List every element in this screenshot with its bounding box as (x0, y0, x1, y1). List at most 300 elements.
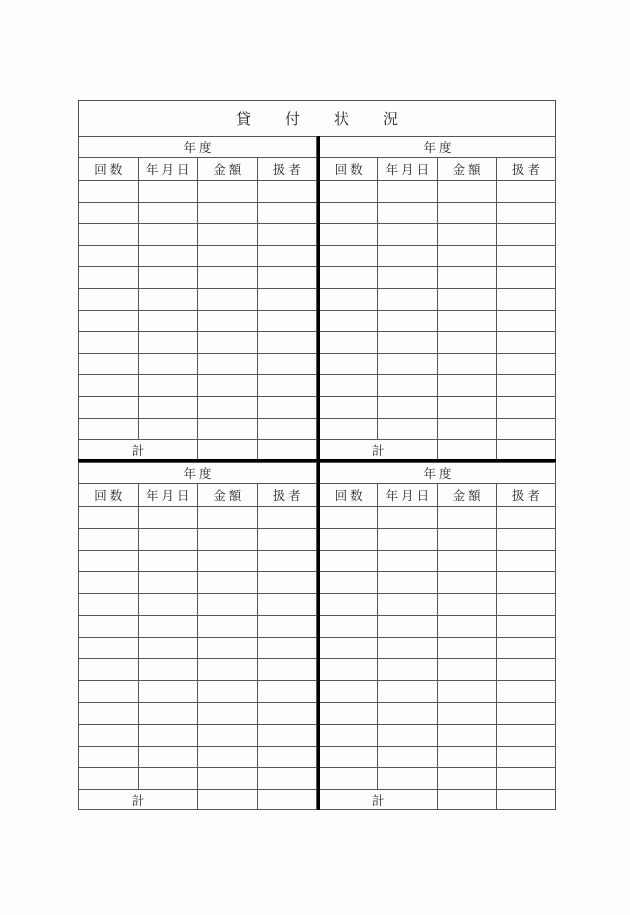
entry-cell (198, 245, 258, 267)
entry-cell (319, 724, 378, 746)
entry-cell (198, 332, 258, 354)
total-amount-cell (198, 440, 258, 461)
col-header-handler: 扱者 (257, 484, 317, 507)
entry-cell (198, 528, 258, 550)
entry-cell (496, 528, 555, 550)
column-header-row (79, 158, 317, 181)
entry-row (319, 637, 556, 659)
entry-cell (437, 615, 496, 637)
entry-cell (437, 181, 496, 203)
entry-row (79, 528, 317, 550)
entry-cell (319, 550, 378, 572)
year-header-cell: 年度 (319, 137, 556, 158)
entry-cell (437, 659, 496, 681)
entry-cell (138, 396, 198, 418)
entry-cell (257, 572, 317, 594)
entry-cell (378, 572, 437, 594)
entry-cell (496, 181, 555, 203)
entry-cell (257, 550, 317, 572)
entry-cell (198, 418, 258, 440)
entry-row (79, 245, 317, 267)
entry-cell (257, 724, 317, 746)
entry-cell (198, 224, 258, 246)
entry-cell (198, 375, 258, 397)
entry-cell (198, 768, 258, 790)
entry-cell (437, 724, 496, 746)
entry-row (79, 267, 317, 289)
entry-cell (437, 202, 496, 224)
entry-row (79, 681, 317, 703)
column-header-row (79, 484, 317, 507)
entry-row (79, 615, 317, 637)
entry-cell (378, 615, 437, 637)
entry-row (79, 746, 317, 768)
total-handler-cell (257, 790, 317, 810)
column-header-row (319, 484, 556, 507)
entry-row (79, 353, 317, 375)
entry-cell (378, 507, 437, 529)
entry-cell (257, 396, 317, 418)
entry-cell (257, 288, 317, 310)
year-row (319, 463, 556, 484)
entry-row (79, 659, 317, 681)
entry-cell (138, 572, 198, 594)
entry-cell (437, 353, 496, 375)
entry-cell (257, 310, 317, 332)
entry-cell (378, 528, 437, 550)
col-header-amount: 金額 (437, 158, 496, 181)
entry-cell (319, 572, 378, 594)
entry-cell (437, 332, 496, 354)
entry-row (319, 659, 556, 681)
entry-cell (496, 267, 555, 289)
entry-cell (496, 637, 555, 659)
col-header-amount: 金額 (198, 484, 258, 507)
entry-cell (319, 418, 378, 440)
entry-rows (79, 181, 317, 440)
column-header-row (319, 158, 556, 181)
entry-cell (79, 572, 139, 594)
entry-cell (378, 224, 437, 246)
entry-cell (496, 572, 555, 594)
entry-cell (138, 550, 198, 572)
entry-cell (319, 681, 378, 703)
entry-cell (79, 396, 139, 418)
entry-row (319, 224, 556, 246)
entry-row (319, 594, 556, 616)
entry-cell (138, 746, 198, 768)
col-header-count: 回数 (319, 484, 378, 507)
total-amount-cell (198, 790, 258, 810)
total-handler-cell (257, 440, 317, 461)
year-header-cell: 年度 (79, 137, 317, 158)
entry-cell (79, 659, 139, 681)
col-header-handler: 扱者 (496, 158, 555, 181)
year-row (79, 463, 317, 484)
entry-cell (79, 681, 139, 703)
loan-table-top-right (317, 136, 556, 462)
entry-cell (378, 332, 437, 354)
entry-rows (79, 507, 317, 790)
entry-rows (319, 507, 556, 790)
entry-row (319, 528, 556, 550)
entry-cell (257, 528, 317, 550)
total-amount-cell (437, 790, 496, 810)
entry-cell (437, 245, 496, 267)
entry-cell (257, 768, 317, 790)
entry-cell (496, 288, 555, 310)
entry-cell (319, 637, 378, 659)
entry-cell (79, 181, 139, 203)
entry-cell (138, 724, 198, 746)
entry-cell (257, 375, 317, 397)
form-title-row (78, 100, 556, 136)
entry-cell (319, 181, 378, 203)
entry-cell (378, 703, 437, 725)
entry-row (79, 768, 317, 790)
entry-cell (319, 528, 378, 550)
entry-row (319, 703, 556, 725)
section-bottom (78, 462, 556, 810)
entry-cell (378, 681, 437, 703)
entry-cell (257, 659, 317, 681)
entry-cell (79, 550, 139, 572)
entry-cell (198, 181, 258, 203)
entry-cell (378, 768, 437, 790)
entry-cell (319, 594, 378, 616)
entry-cell (437, 594, 496, 616)
entry-cell (319, 746, 378, 768)
entry-cell (496, 245, 555, 267)
entry-cell (437, 768, 496, 790)
entry-cell (437, 310, 496, 332)
form-title: 貸付状況 (235, 110, 432, 128)
entry-cell (138, 288, 198, 310)
entry-row (319, 202, 556, 224)
entry-cell (378, 746, 437, 768)
entry-cell (257, 332, 317, 354)
entry-cell (79, 202, 139, 224)
entry-cell (79, 637, 139, 659)
entry-cell (437, 507, 496, 529)
entry-cell (138, 310, 198, 332)
entry-cell (198, 396, 258, 418)
entry-cell (79, 507, 139, 529)
entry-cell (437, 375, 496, 397)
section-top (78, 136, 556, 462)
entry-cell (257, 181, 317, 203)
entry-cell (79, 768, 139, 790)
entry-cell (496, 768, 555, 790)
entry-cell (378, 181, 437, 203)
entry-cell (198, 594, 258, 616)
entry-cell (378, 267, 437, 289)
entry-row (319, 396, 556, 418)
entry-row (79, 332, 317, 354)
entry-cell (138, 353, 198, 375)
entry-cell (319, 659, 378, 681)
entry-cell (257, 418, 317, 440)
entry-cell (378, 245, 437, 267)
entry-cell (378, 659, 437, 681)
loan-table-top-left (78, 136, 317, 462)
entry-cell (79, 310, 139, 332)
year-row (319, 137, 556, 158)
entry-row (319, 332, 556, 354)
entry-cell (198, 507, 258, 529)
entry-row (79, 703, 317, 725)
total-label-cell: 計 (319, 790, 438, 810)
entry-cell (198, 724, 258, 746)
entry-cell (496, 224, 555, 246)
entry-row (319, 375, 556, 397)
total-row (79, 440, 317, 461)
entry-cell (257, 637, 317, 659)
entry-row (79, 181, 317, 203)
entry-row (79, 507, 317, 529)
entry-cell (378, 637, 437, 659)
col-header-amount: 金額 (198, 158, 258, 181)
entry-row (319, 681, 556, 703)
entry-cell (79, 375, 139, 397)
entry-cell (138, 332, 198, 354)
col-header-date: 年月日 (378, 484, 437, 507)
entry-cell (79, 594, 139, 616)
entry-cell (79, 267, 139, 289)
entry-rows (319, 181, 556, 440)
entry-cell (378, 550, 437, 572)
entry-cell (496, 681, 555, 703)
entry-cell (496, 353, 555, 375)
entry-cell (319, 288, 378, 310)
entry-row (79, 637, 317, 659)
entry-cell (198, 746, 258, 768)
entry-cell (496, 202, 555, 224)
entry-cell (496, 703, 555, 725)
entry-row (79, 396, 317, 418)
entry-row (79, 288, 317, 310)
entry-cell (496, 746, 555, 768)
entry-cell (319, 396, 378, 418)
entry-cell (319, 245, 378, 267)
entry-cell (496, 615, 555, 637)
entry-cell (257, 594, 317, 616)
entry-cell (257, 681, 317, 703)
entry-cell (257, 703, 317, 725)
entry-row (79, 310, 317, 332)
entry-row (79, 418, 317, 440)
entry-cell (198, 703, 258, 725)
entry-cell (257, 353, 317, 375)
entry-row (79, 550, 317, 572)
entry-cell (378, 202, 437, 224)
entry-cell (378, 375, 437, 397)
entry-cell (198, 353, 258, 375)
entry-cell (437, 681, 496, 703)
entry-row (79, 224, 317, 246)
year-header-cell: 年度 (319, 463, 556, 484)
col-header-count: 回数 (79, 158, 139, 181)
entry-row (319, 615, 556, 637)
entry-cell (257, 615, 317, 637)
entry-cell (378, 310, 437, 332)
entry-cell (378, 418, 437, 440)
entry-cell (437, 550, 496, 572)
entry-row (319, 288, 556, 310)
entry-cell (79, 353, 139, 375)
entry-cell (138, 528, 198, 550)
entry-cell (79, 288, 139, 310)
total-handler-cell (496, 440, 555, 461)
entry-cell (138, 224, 198, 246)
entry-cell (138, 507, 198, 529)
entry-cell (437, 637, 496, 659)
entry-cell (79, 746, 139, 768)
total-row (79, 790, 317, 810)
entry-row (319, 746, 556, 768)
entry-cell (198, 615, 258, 637)
entry-cell (79, 418, 139, 440)
entry-cell (138, 768, 198, 790)
entry-cell (257, 746, 317, 768)
col-header-date: 年月日 (138, 158, 198, 181)
entry-cell (138, 267, 198, 289)
entry-cell (138, 202, 198, 224)
entry-row (319, 572, 556, 594)
entry-cell (496, 724, 555, 746)
total-amount-cell (437, 440, 496, 461)
entry-cell (437, 528, 496, 550)
entry-cell (198, 659, 258, 681)
entry-cell (437, 572, 496, 594)
col-header-count: 回数 (319, 158, 378, 181)
loan-status-form (78, 100, 556, 810)
entry-row (319, 418, 556, 440)
entry-cell (496, 310, 555, 332)
entry-cell (496, 659, 555, 681)
entry-cell (378, 396, 437, 418)
entry-cell (378, 724, 437, 746)
entry-cell (138, 703, 198, 725)
entry-cell (138, 659, 198, 681)
entry-cell (319, 310, 378, 332)
entry-cell (496, 375, 555, 397)
entry-cell (437, 288, 496, 310)
entry-cell (437, 746, 496, 768)
entry-cell (138, 615, 198, 637)
entry-cell (257, 507, 317, 529)
year-row (79, 137, 317, 158)
entry-cell (138, 245, 198, 267)
entry-cell (79, 615, 139, 637)
entry-cell (378, 594, 437, 616)
entry-cell (319, 615, 378, 637)
entry-cell (319, 224, 378, 246)
entry-cell (198, 681, 258, 703)
entry-cell (496, 594, 555, 616)
entry-cell (437, 267, 496, 289)
entry-cell (496, 507, 555, 529)
entry-cell (319, 202, 378, 224)
entry-cell (138, 418, 198, 440)
entry-cell (378, 288, 437, 310)
entry-cell (319, 353, 378, 375)
entry-row (319, 181, 556, 203)
total-label-cell: 計 (79, 440, 198, 461)
entry-cell (198, 202, 258, 224)
entry-row (319, 550, 556, 572)
entry-cell (496, 550, 555, 572)
entry-row (319, 310, 556, 332)
total-row (319, 440, 556, 461)
entry-cell (437, 703, 496, 725)
total-handler-cell (496, 790, 555, 810)
entry-cell (198, 550, 258, 572)
entry-row (319, 507, 556, 529)
col-header-handler: 扱者 (496, 484, 555, 507)
total-label-cell: 計 (79, 790, 198, 810)
entry-cell (198, 637, 258, 659)
entry-cell (198, 288, 258, 310)
entry-cell (198, 310, 258, 332)
entry-cell (138, 594, 198, 616)
col-header-amount: 金額 (437, 484, 496, 507)
entry-cell (257, 267, 317, 289)
entry-cell (319, 332, 378, 354)
entry-cell (437, 224, 496, 246)
entry-row (79, 594, 317, 616)
col-header-date: 年月日 (138, 484, 198, 507)
entry-cell (496, 332, 555, 354)
entry-cell (319, 507, 378, 529)
entry-cell (437, 418, 496, 440)
entry-row (319, 353, 556, 375)
col-header-date: 年月日 (378, 158, 437, 181)
entry-cell (79, 332, 139, 354)
entry-cell (138, 681, 198, 703)
entry-row (79, 724, 317, 746)
entry-cell (496, 418, 555, 440)
entry-cell (79, 703, 139, 725)
entry-cell (79, 245, 139, 267)
entry-cell (496, 396, 555, 418)
entry-cell (257, 245, 317, 267)
entry-cell (198, 267, 258, 289)
entry-cell (79, 528, 139, 550)
entry-cell (138, 637, 198, 659)
total-label-cell: 計 (319, 440, 438, 461)
total-row (319, 790, 556, 810)
entry-row (319, 267, 556, 289)
col-header-handler: 扱者 (257, 158, 317, 181)
entry-row (319, 768, 556, 790)
entry-cell (79, 724, 139, 746)
entry-cell (378, 353, 437, 375)
entry-cell (138, 375, 198, 397)
entry-row (79, 572, 317, 594)
entry-row (79, 375, 317, 397)
entry-cell (319, 768, 378, 790)
entry-cell (257, 202, 317, 224)
entry-row (79, 202, 317, 224)
col-header-count: 回数 (79, 484, 139, 507)
loan-table-bottom-right (317, 462, 556, 810)
loan-table-bottom-left (78, 462, 317, 810)
year-header-cell: 年度 (79, 463, 317, 484)
entry-row (319, 245, 556, 267)
entry-cell (257, 224, 317, 246)
entry-cell (437, 396, 496, 418)
